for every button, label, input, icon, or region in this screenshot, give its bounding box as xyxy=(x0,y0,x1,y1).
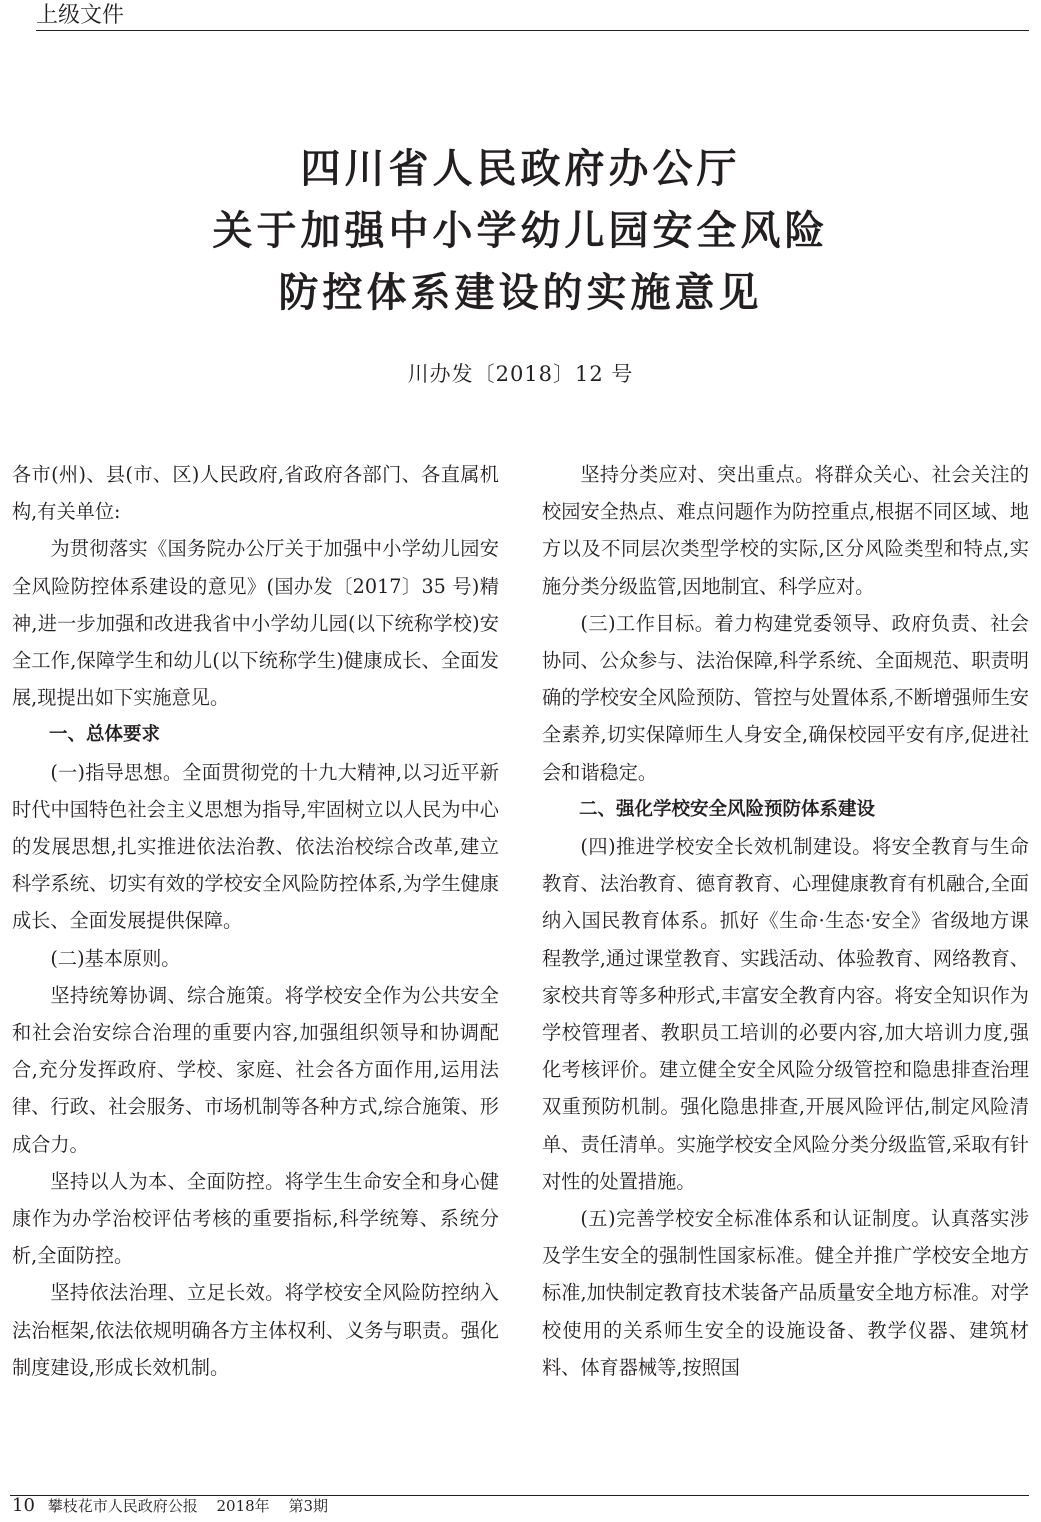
publication-year: 2018年 xyxy=(216,1497,270,1515)
page-number: 10 xyxy=(12,1495,35,1516)
right-column xyxy=(542,456,1029,1386)
page-footer xyxy=(12,1495,342,1517)
section-heading-1: 一、总体要求 xyxy=(49,724,161,746)
long-term-mechanism-paragraph: (四)推进学校安全长效机制建设。将安全教育与生命教育、法治教育、德育教育、心理健康教育有机融合,全面纳入国民教育体系。抓好《生命·生态·安全》省级地方课程教学,通过课堂教育、实践活动、体验教育、网络教育、家校共育等多种形式,丰富安全教育内容。将安全知识作为学校管理者、教职员工培训的必要内容,加大培训力度,强化考核评价。建立健全安全风险分级管控和隐患排查治理双重预防机制。强化隐患排查,开展风险评估,制定风险清单、责任清单。实施学校安全风险分类分级监管,采取有针对性的处置措施。 xyxy=(542,835,1029,1193)
title-line-2: 关于加强中小学幼儿园安全风险 xyxy=(212,207,829,254)
principle-people-paragraph: 坚持以人为本、全面防控。将学生生命安全和身心健康作为办学治校评估考核的重要指标,科学统筹、系统分析,全面防控。 xyxy=(12,1169,499,1268)
standards-system-paragraph: (五)完善学校安全标准体系和认证制度。认真落实涉及学生安全的强制性国家标准。健全并推广学校安全地方标准,加快制定教育技术装备产品质量安全地方标准。对学校使用的关系师生安全的设施设备、教学仪器、建筑材料、体育器械等,按照国 xyxy=(542,1207,1029,1379)
title-line-3: 防控体系建设的实施意见 xyxy=(278,269,763,316)
document-title xyxy=(0,138,1041,324)
title-line-1: 四川省人民政府办公厅 xyxy=(300,145,741,192)
intro-paragraph: 为贯彻落实《国务院办公厅关于加强中小学幼儿园安全风险防控体系建设的意见》(国办发〔2017〕35 号)精神,进一步加强和改进我省中小学幼儿园(以下统称学校)安全工作,保障学生和幼儿(以下统称学生)健康成长、全面发展,现提出如下实施意见。 xyxy=(12,537,499,710)
publication-issue: 第3期 xyxy=(288,1497,328,1515)
guiding-ideology-paragraph: (一)指导思想。全面贯彻党的十九大精神,以习近平新时代中国特色社会主义思想为指导,牢固树立以人民为中心的发展思想,扎实推进依法治教、依法治校综合改革,建立科学系统、切实有效的学校安全风险防控体系,为学生健康成长、全面发展提供保障。 xyxy=(12,760,499,933)
salutation: 各市(州)、县(市、区)人民政府,省政府各部门、各直属机构,有关单位: xyxy=(12,463,499,524)
publication-name: 攀枝花市人民政府公报 xyxy=(47,1497,198,1515)
document-number: 川办发〔2018〕12 号 xyxy=(407,362,634,386)
principle-law-paragraph: 坚持依法治理、立足长效。将学校安全风险防控纳入法治框架,依法依规明确各方主体权利、义务与职责。强化制度建设,形成长效机制。 xyxy=(12,1281,499,1379)
section-label: 上级文件 xyxy=(36,3,125,28)
header-divider xyxy=(36,30,1029,31)
basic-principles-paragraph: (二)基本原则。 xyxy=(50,946,181,970)
left-column xyxy=(12,456,499,1386)
work-goals-paragraph: (三)工作目标。着力构建党委领导、政府负责、社会协同、公众参与、法治保障,科学系统、全面规范、职责明确的学校安全风险预防、管控与处置体系,不断增强师生安全素养,切实保障师生人身安全,确保校园平安有序,促进社会和谐稳定。 xyxy=(542,611,1029,784)
section-heading-2: 二、强化学校安全风险预防体系建设 xyxy=(579,798,876,820)
principle-classification-paragraph: 坚持分类应对、突出重点。将群众关心、社会关注的校园安全热点、难点问题作为防控重点,根据不同区域、地方以及不同层次类型学校的实际,区分风险类型和特点,实施分类分级监管,因地制宜、科学应对。 xyxy=(542,463,1029,598)
principle-coordination-paragraph: 坚持统筹协调、综合施策。将学校安全作为公共安全和社会治安综合治理的重要内容,加强组织领导和协调配合,充分发挥政府、学校、家庭、社会各方面作用,运用法律、行政、社会服务、市场机制等各种方式,综合施策、形成合力。 xyxy=(12,983,499,1156)
